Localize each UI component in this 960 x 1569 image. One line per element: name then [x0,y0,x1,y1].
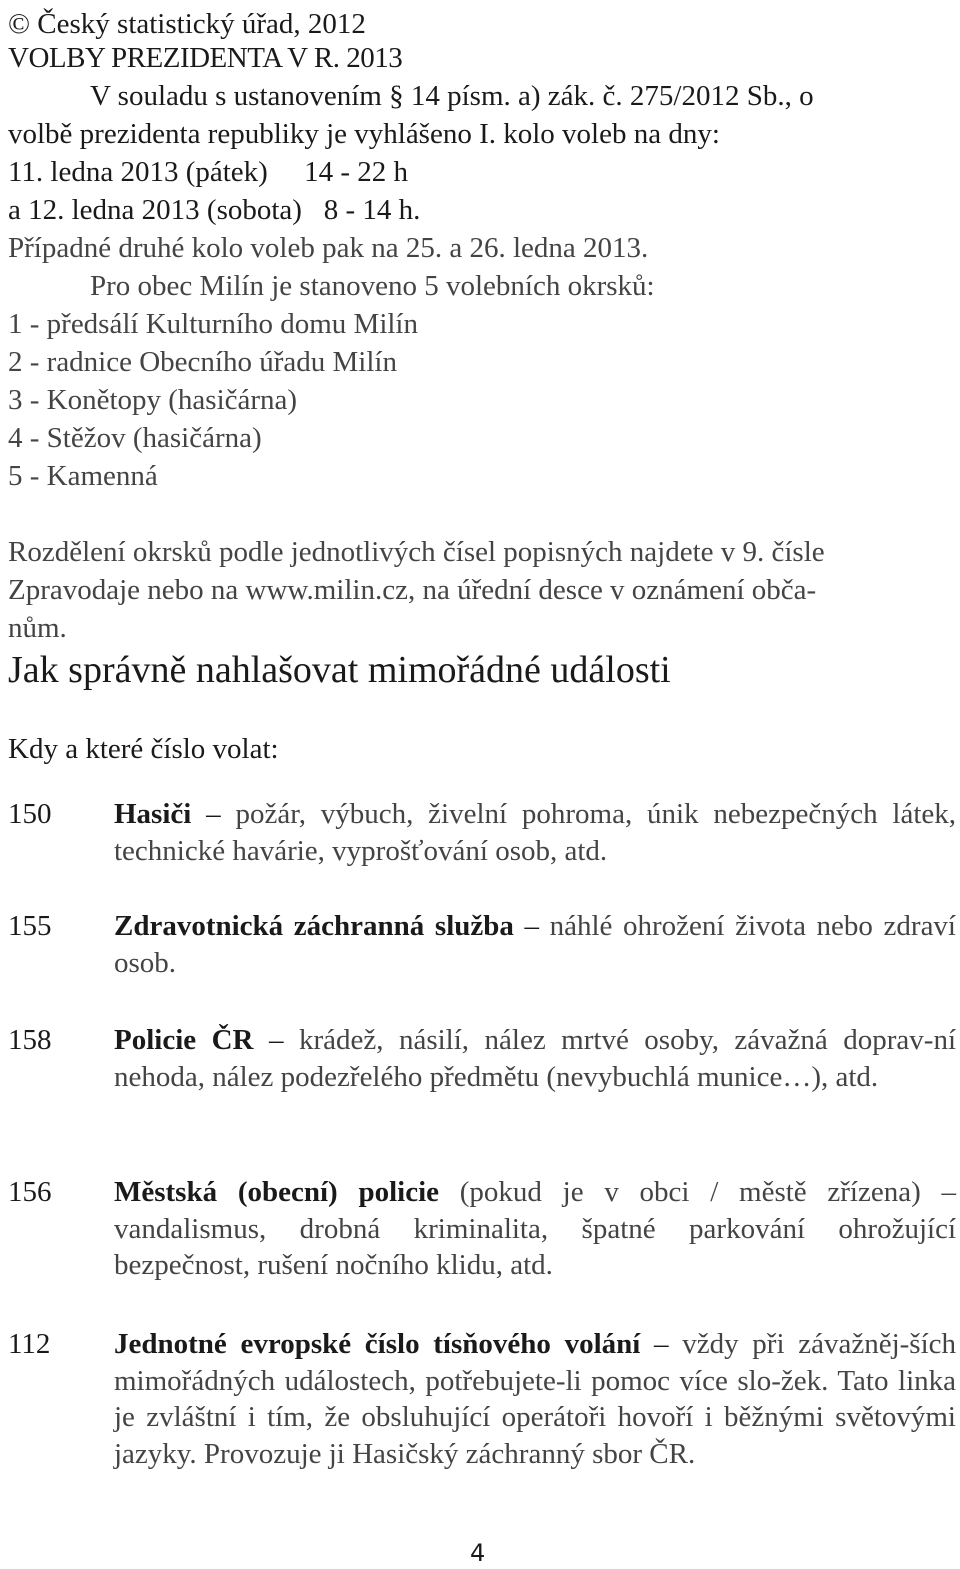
note-line-1: Rozdělení okrsků podle jednotlivých čísel popisných najdete v 9. čísle [8,536,825,568]
emergency-number: 112 [8,1328,51,1360]
note-line-2: Zpravodaje nebo na www.milin.cz, na úřední desce v oznámení obča- [8,574,817,606]
emergency-description: vždy při závažněj-ších mimořádných událostech, potřebujete-li pomoc více slo-žek. Tato linka je zvláštní i tím, že obsluhující operátoři hovoří i běžnými světovými jazyky. Provozuje ji Hasičský záchranný sbor ČR. [114,1328,956,1470]
emergency-title: Jak správně nahlašovat mimořádné události [8,649,671,691]
emergency-description: požár, výbuch, živelní pohroma, únik nebezpečných látek, technické havárie, vyprošťování osob, atd. [114,798,957,867]
second-round-line: Případné druhé kolo voleb pak na 25. a 26. ledna 2013. [8,232,649,264]
emergency-entry-body: Hasiči – požár, výbuch, živelní pohroma, únik nebezpečných látek, technické havárie, vyprošťování osob, atd. [114,798,957,867]
district-item: 5 - Kamenná [8,460,158,492]
emergency-service: Jednotné evropské číslo tísňového volání [114,1328,641,1360]
emergency-service: Hasiči [114,798,192,830]
intro-line-2: volbě prezidenta republiky je vyhlášeno I. kolo voleb na dny: [8,118,720,150]
district-item: 1 - předsálí Kulturního domu Milín [8,308,418,340]
emergency-number: 155 [8,910,52,942]
emergency-entry-body: Jednotné evropské číslo tísňového volání – vždy při závažněj-ších mimořádných událostech, potřebujete-li pomoc více slo-žek. Tato linka je zvláštní i tím, že obsluhující operátoři hovoří i běžnými světovými jazyky. Provozuje ji Hasičský záchranný sbor ČR. [114,1328,956,1470]
emergency-entry-body: Policie ČR – krádež, násilí, nález mrtvé osoby, závažná doprav-ní nehoda, nález podezřelého předmětu (nevybuchlá munice…), atd. [114,1024,957,1093]
district-item: 2 - radnice Obecního úřadu Milín [8,346,397,378]
emergency-number: 150 [8,798,52,830]
district-item: 3 - Konětopy (hasičárna) [8,384,298,416]
emergency-subtitle: Kdy a které číslo volat: [8,733,279,765]
district-item: 4 - Stěžov (hasičárna) [8,422,262,454]
emergency-description: (pokud je v obci / městě zřízena) – vandalismus, drobná kriminalita, špatné parkování ohrožující bezpečnost, rušení nočního klidu, atd. [114,1176,957,1281]
emergency-entry-body: Zdravotnická záchranná služba – náhlé ohrožení života nebo zdraví osob. [114,910,956,979]
emergency-service: Zdravotnická záchranná služba [114,910,514,942]
emergency-service: Policie ČR [114,1024,254,1056]
election-date-2: a 12. ledna 2013 (sobota) 8 - 14 h. [8,194,421,226]
emergency-number: 156 [8,1176,52,1208]
districts-intro: Pro obec Milín je stanoveno 5 volebních okrsků: [90,270,655,302]
emergency-description: krádež, násilí, nález mrtvé osoby, závažná doprav-ní nehoda, nález podezřelého předmětu (nevybuchlá munice…), atd. [114,1024,957,1093]
page-number: 4 [470,1539,486,1567]
emergency-description: náhlé ohrožení života nebo zdraví osob. [114,910,956,979]
intro-line-1: V souladu s ustanovením § 14 písm. a) zák. č. 275/2012 Sb., o [90,80,814,112]
emergency-service: Městská (obecní) policie [114,1176,439,1208]
election-date-1: 11. ledna 2013 (pátek) 14 - 22 h [8,156,408,188]
copyright-line: © Český statistický úřad, 2012 [8,8,366,40]
emergency-entry-body [114,1174,956,1284]
election-title: VOLBY PREZIDENTA V R. 2013 [8,42,403,74]
emergency-number: 158 [8,1024,52,1056]
note-line-3: nům. [8,612,67,644]
